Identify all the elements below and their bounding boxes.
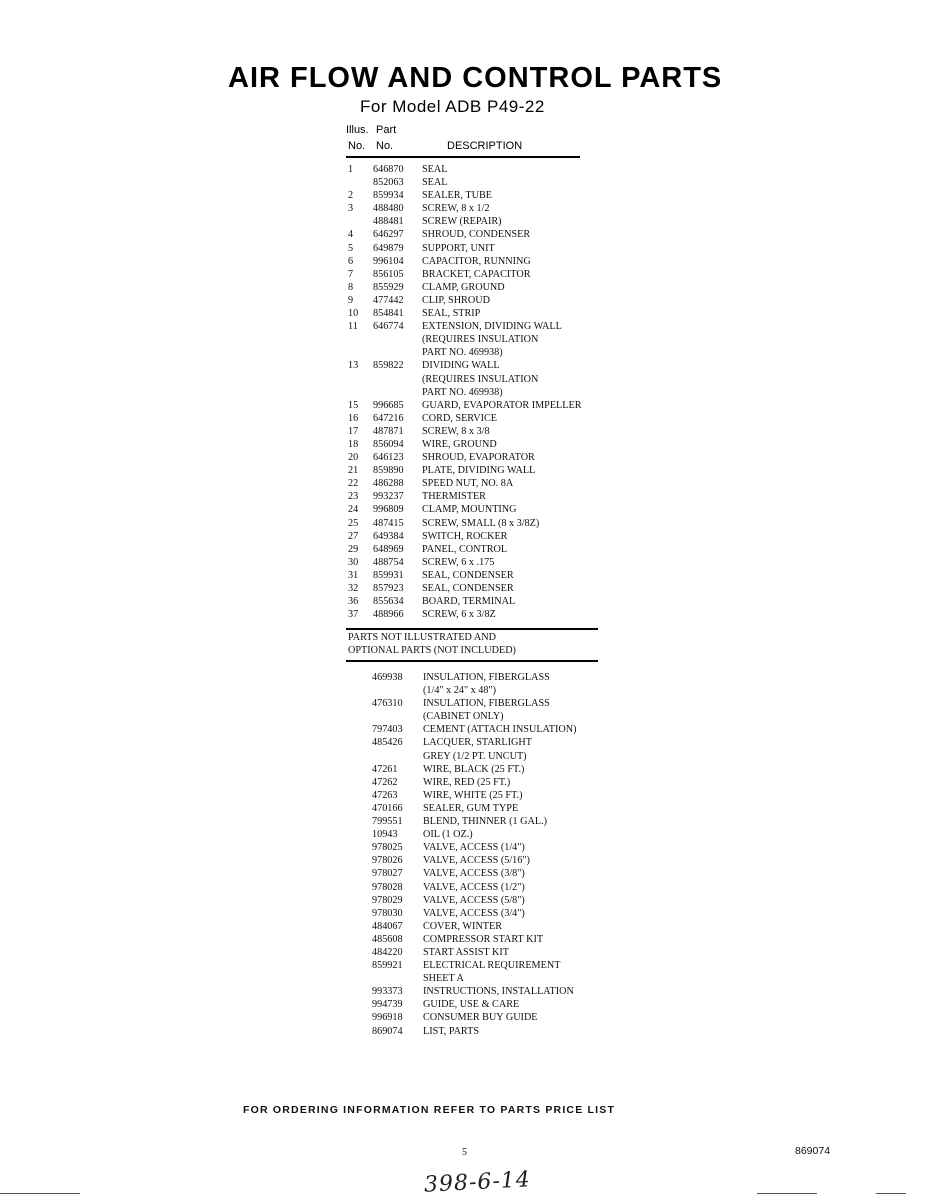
scan-mark-left (0, 1193, 80, 1194)
part-description: VALVE, ACCESS (3/4") (423, 907, 525, 919)
part-description: VALVE, ACCESS (5/8") (423, 894, 525, 906)
illus-number: 2 (348, 190, 354, 202)
part-number: 10943 (372, 829, 398, 841)
part-number: 485608 (372, 933, 403, 945)
part-description: CLAMP, GROUND (422, 281, 505, 293)
part-number: 855929 (373, 281, 404, 293)
part-number: 978029 (372, 894, 403, 906)
part-description: COVER, WINTER (423, 920, 503, 932)
illus-number: 8 (348, 281, 354, 293)
part-number: 47262 (372, 776, 398, 788)
part-description: START ASSIST KIT (423, 946, 509, 958)
part-number: 646297 (373, 229, 404, 241)
part-number: 469938 (372, 672, 403, 683)
page-title: AIR FLOW AND CONTROL PARTS (228, 62, 723, 94)
header-part-no: No. (376, 140, 394, 152)
illus-number: 37 (348, 609, 359, 621)
section-rule-top (346, 628, 598, 630)
part-description: OIL (1 OZ.) (423, 829, 473, 841)
part-number: 854841 (373, 308, 404, 320)
part-description: SUPPORT, UNIT (422, 242, 495, 254)
part-description: WIRE, GROUND (422, 438, 497, 450)
part-number: 487871 (373, 425, 404, 437)
section-rule-bottom (346, 660, 598, 662)
part-description: CLAMP, MOUNTING (422, 504, 517, 516)
illus-number: 21 (348, 465, 359, 477)
part-number: 646123 (373, 452, 404, 464)
part-description: CAPACITOR, RUNNING (422, 255, 531, 267)
part-number: 994739 (372, 999, 403, 1011)
part-description: VALVE, ACCESS (3/8") (423, 868, 525, 880)
part-description: CONSUMER BUY GUIDE (423, 1012, 538, 1024)
not-illustrated-note-line2: OPTIONAL PARTS (NOT INCLUDED) (348, 645, 516, 656)
header-description: DESCRIPTION (447, 140, 523, 152)
part-number: 648969 (373, 543, 404, 555)
part-description: EXTENSION, DIVIDING WALL (422, 321, 562, 333)
part-number: 488966 (373, 609, 404, 621)
part-number: 993373 (372, 986, 403, 998)
part-description: SHROUD, EVAPORATOR (422, 452, 535, 464)
scan-mark-far-right (876, 1193, 906, 1194)
illus-number: 27 (348, 530, 359, 542)
part-description: SEAL (422, 177, 448, 189)
part-description: VALVE, ACCESS (1/4") (423, 842, 525, 854)
part-description: GUIDE, USE & CARE (423, 999, 520, 1011)
part-description: SCREW (REPAIR) (422, 216, 502, 228)
part-number: 488754 (373, 556, 404, 568)
not-illustrated-note-line1: PARTS NOT ILLUSTRATED AND (348, 632, 496, 643)
header-illus-top: Illus. (346, 124, 369, 136)
part-description: SCREW, 6 x .175 (422, 556, 495, 568)
illus-number: 23 (348, 491, 359, 503)
part-description: (REQUIRES INSULATION (422, 334, 539, 346)
illus-number: 17 (348, 425, 359, 437)
part-description: BLEND, THINNER (1 GAL.) (423, 816, 548, 828)
part-description: SCREW, 6 x 3/8Z (422, 609, 496, 621)
part-number: 857923 (373, 583, 404, 594)
part-number: 47261 (372, 763, 398, 775)
part-number: 852063 (373, 177, 404, 189)
part-description: CEMENT (ATTACH INSULATION) (423, 724, 577, 736)
part-description: SEALER, GUM TYPE (423, 802, 519, 814)
part-number: 996918 (372, 1012, 403, 1024)
part-description: CORD, SERVICE (422, 412, 498, 424)
illus-number: 25 (348, 517, 359, 529)
document-number: 869074 (795, 1145, 831, 1157)
part-number: 484067 (372, 920, 403, 932)
part-description: SEAL, STRIP (422, 308, 481, 320)
header-rule (346, 156, 580, 158)
part-description: WIRE, WHITE (25 FT.) (423, 789, 523, 801)
illus-number: 32 (348, 583, 359, 594)
part-number: 859921 (372, 960, 403, 972)
part-description: VALVE, ACCESS (1/2") (423, 881, 525, 893)
part-number: 647216 (373, 412, 404, 424)
header-illus-no: No. (348, 140, 366, 152)
part-description: SPEED NUT, NO. 8A (422, 478, 514, 490)
illus-number: 30 (348, 556, 359, 568)
part-description: SEAL, CONDENSER (422, 569, 514, 581)
part-description: DIVIDING WALL (422, 360, 500, 372)
illus-number: 24 (348, 504, 359, 516)
illus-number: 3 (348, 203, 354, 215)
part-number: 996104 (373, 255, 404, 267)
part-description: PANEL, CONTROL (422, 543, 508, 555)
part-description: SHEET A (423, 973, 464, 985)
illus-number: 18 (348, 438, 359, 450)
scan-mark-right (757, 1193, 817, 1194)
handwritten-note: 398-6-14 (423, 1167, 532, 1198)
illus-number: 5 (348, 242, 354, 254)
part-number: 859934 (373, 190, 404, 202)
part-number: 978025 (372, 842, 403, 854)
part-number: 487415 (373, 517, 404, 529)
illus-number: 7 (348, 268, 354, 280)
part-description: PART NO. 469938) (422, 386, 503, 398)
part-description: THERMISTER (422, 491, 486, 503)
part-number: 476310 (372, 698, 403, 710)
part-description: BRACKET, CAPACITOR (422, 268, 531, 280)
header-part-top: Part (376, 124, 397, 136)
part-description: ELECTRICAL REQUIREMENT (423, 960, 561, 972)
part-number: 856105 (373, 268, 404, 280)
part-number: 649384 (373, 530, 404, 542)
part-number: 797403 (372, 724, 403, 736)
page-number: 5 (462, 1147, 467, 1158)
part-number: 488481 (373, 216, 404, 228)
part-number: 47263 (372, 789, 398, 801)
part-number: 978026 (372, 855, 403, 867)
illus-number: 22 (348, 478, 359, 490)
illus-number: 16 (348, 412, 359, 424)
illus-number: 13 (348, 360, 359, 372)
part-description: (REQUIRES INSULATION (422, 373, 539, 385)
part-number: 996809 (373, 504, 404, 516)
illus-number: 20 (348, 452, 359, 464)
part-number: 477442 (373, 294, 404, 306)
illus-number: 9 (348, 294, 354, 306)
part-number: 484220 (372, 946, 403, 958)
part-description: BOARD, TERMINAL (422, 596, 516, 608)
part-description: SEALER, TUBE (422, 190, 492, 202)
part-description: INSTRUCTIONS, INSTALLATION (423, 986, 574, 998)
part-description: SCREW, 8 x 3/8 (422, 425, 490, 437)
part-number: 978028 (372, 881, 403, 893)
part-number: 488480 (373, 203, 404, 215)
illus-number: 31 (348, 569, 359, 581)
part-description: SCREW, 8 x 1/2 (422, 203, 490, 215)
part-number: 859890 (373, 465, 404, 477)
illus-number: 6 (348, 255, 354, 267)
part-number: 646870 (373, 164, 404, 175)
part-number: 993237 (373, 491, 404, 503)
part-number: 470166 (372, 802, 403, 814)
part-description: SWITCH, ROCKER (422, 530, 508, 542)
part-description: SCREW, SMALL (8 x 3/8Z) (422, 517, 540, 529)
part-description: (CABINET ONLY) (423, 711, 504, 723)
part-number: 978030 (372, 907, 403, 919)
illus-number: 4 (348, 229, 354, 241)
part-description: GREY (1/2 PT. UNCUT) (423, 750, 527, 762)
part-number: 978027 (372, 868, 403, 880)
illus-number: 10 (348, 308, 359, 320)
part-description: WIRE, RED (25 FT.) (423, 776, 511, 788)
illus-number: 11 (348, 321, 358, 333)
part-description: SHROUD, CONDENSER (422, 229, 531, 241)
part-description: LIST, PARTS (423, 1025, 479, 1037)
part-number: 859822 (373, 360, 404, 372)
part-number: 646774 (373, 321, 404, 333)
part-number: 869074 (372, 1025, 403, 1037)
illus-number: 36 (348, 596, 359, 608)
illus-number: 1 (348, 164, 354, 175)
part-description: SEAL, CONDENSER (422, 583, 514, 594)
part-number: 486288 (373, 478, 404, 490)
part-description: LACQUER, STARLIGHT (423, 737, 532, 749)
part-number: 485426 (372, 737, 403, 749)
part-description: GUARD, EVAPORATOR IMPELLER (422, 399, 582, 411)
model-subtitle: For Model ADB P49-22 (360, 97, 545, 116)
illus-number: 29 (348, 543, 359, 555)
part-number: 855634 (373, 596, 404, 608)
part-description: (1/4" x 24" x 48") (423, 685, 497, 697)
part-number: 996685 (373, 399, 404, 411)
part-description: INSULATION, FIBERGLASS (423, 698, 550, 710)
part-description: VALVE, ACCESS (5/16") (423, 855, 530, 867)
part-description: CLIP, SHROUD (422, 294, 490, 306)
part-description: PLATE, DIVIDING WALL (422, 465, 536, 477)
illus-number: 15 (348, 399, 359, 411)
part-number: 859931 (373, 569, 404, 581)
part-number: 799551 (372, 816, 403, 828)
part-description: SEAL (422, 164, 448, 175)
part-description: INSULATION, FIBERGLASS (423, 672, 550, 683)
part-number: 649879 (373, 242, 404, 254)
part-description: COMPRESSOR START KIT (423, 933, 544, 945)
part-number: 856094 (373, 438, 404, 450)
part-description: PART NO. 469938) (422, 347, 503, 359)
ordering-footer: FOR ORDERING INFORMATION REFER TO PARTS PRICE LIST (243, 1104, 616, 1116)
part-description: WIRE, BLACK (25 FT.) (423, 763, 525, 775)
